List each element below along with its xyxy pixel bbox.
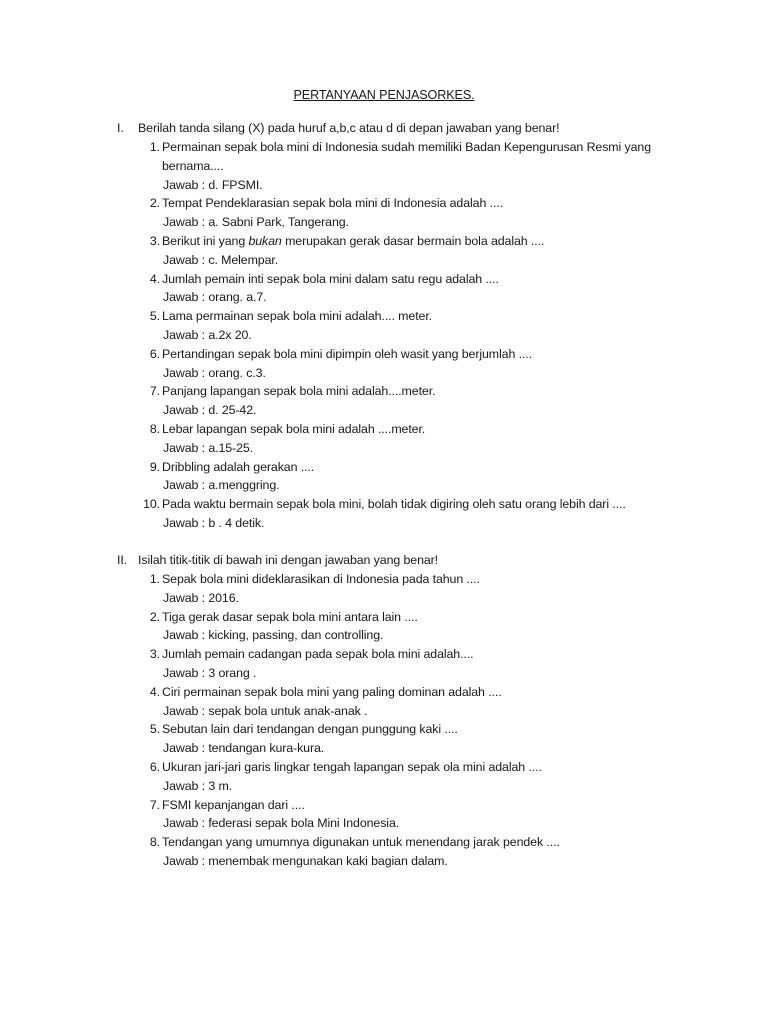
answer-text: Jawab : orang. a.7.: [163, 290, 267, 305]
question-text: [162, 232, 697, 251]
answer-text: Jawab : a.menggring.: [163, 478, 280, 493]
question-text: Pada waktu bermain sepak bola mini, bolah tidak digiring oleh satu orang lebih dari ....: [162, 497, 626, 512]
question-number: 3.: [149, 233, 160, 248]
question-item: [117, 138, 697, 194]
question-number: 2.: [149, 609, 160, 624]
question-number: 8.: [149, 835, 160, 850]
section-instruction: Isilah titik-titik di bawah ini dengan jawaban yang benar!: [138, 553, 439, 567]
question-number: 1.: [149, 572, 160, 586]
question-text: Ukuran jari-jari garis lingkar tengah lapangan sepak ola mini adalah ....: [162, 759, 542, 774]
question-number: 2.: [149, 196, 160, 211]
question-text: Ciri permainan sepak bola mini yang paling dominan adalah ....: [162, 684, 502, 699]
question-number: 4.: [149, 271, 160, 286]
question-number: 6.: [149, 346, 160, 361]
question-text: Sepak bola mini dideklarasikan di Indonesia pada tahun ....: [162, 572, 480, 586]
question-text-continued: bernama....: [162, 158, 224, 173]
question-item: [117, 270, 697, 308]
question-item: [117, 570, 697, 608]
question-text-end: merupakan gerak dasar bermain bola adalah ....: [281, 233, 545, 248]
question-number: 4.: [149, 684, 160, 699]
question-text: Panjang lapangan sepak bola mini adalah....meter.: [162, 384, 436, 399]
question-item: [117, 833, 697, 871]
question-text: Sebutan lain dari tendangan dengan punggung kaki ....: [162, 722, 458, 737]
answer-text: Jawab : a. Sabni Park, Tangerang.: [163, 215, 349, 230]
question-item: [117, 458, 697, 496]
answer-text: Jawab : 3 orang .: [163, 665, 257, 680]
question-item: [117, 608, 697, 646]
question-number: 5.: [149, 309, 160, 324]
question-item: [117, 382, 697, 420]
question-text-start: Berikut ini yang: [162, 233, 249, 248]
question-text-emphasis: bukan: [248, 233, 282, 248]
question-number: 1.: [149, 140, 160, 154]
answer-text: Jawab : d. 25-42.: [163, 403, 257, 418]
question-item: [117, 645, 697, 683]
question-item: [117, 720, 697, 758]
question-text: Jumlah pemain cadangan pada sepak bola mini adalah....: [162, 647, 474, 662]
question-number: 7.: [149, 797, 160, 812]
question-text: Jumlah pemain inti sepak bola mini dalam satu regu adalah ....: [162, 271, 499, 286]
answer-text: Jawab : d. FPSMI.: [163, 177, 263, 192]
question-item: [117, 194, 697, 232]
section-fill-in: [117, 551, 697, 871]
section-multiple-choice: [117, 119, 697, 533]
question-number: 8.: [149, 421, 160, 436]
question-item: [117, 307, 697, 345]
question-number: 3.: [149, 647, 160, 662]
question-number: 10.: [143, 497, 160, 512]
answer-text: Jawab : tendangan kura-kura.: [163, 741, 325, 756]
answer-text: Jawab : 2016.: [163, 590, 239, 605]
answer-text: Jawab : a.15-25.: [163, 440, 254, 455]
answer-text: Jawab : kicking, passing, dan controlling.: [163, 628, 384, 643]
page-title: PERTANYAAN PENJASORKES.: [293, 88, 475, 102]
question-text: FSMI kepanjangan dari ....: [162, 797, 305, 812]
answer-text: Jawab : c. Melempar.: [163, 252, 279, 267]
answer-text: Jawab : b . 4 detik.: [163, 515, 265, 530]
question-number: 9.: [149, 459, 160, 474]
question-number: 7.: [149, 384, 160, 399]
question-item: [117, 796, 697, 834]
section-instruction: Berilah tanda silang (X) pada huruf a,b,c atau d di depan jawaban yang benar!: [138, 121, 560, 135]
question-item: [117, 345, 697, 383]
answer-text: Jawab : a.2x 20.: [163, 327, 252, 342]
question-text: Dribbling adalah gerakan ....: [162, 459, 315, 474]
question-item: [117, 495, 697, 533]
question-item: [117, 420, 697, 458]
section-numeral: I.: [117, 121, 124, 135]
question-text: Pertandingan sepak bola mini dipimpin oleh wasit yang berjumlah ....: [162, 346, 532, 361]
question-text: Tempat Pendeklarasian sepak bola mini di Indonesia adalah ....: [162, 196, 503, 211]
section-heading: [117, 551, 697, 570]
answer-text: Jawab : menembak mengunakan kaki bagian dalam.: [163, 853, 448, 868]
answer-text: Jawab : 3 m.: [163, 778, 233, 793]
section-heading: [117, 119, 697, 138]
question-text: Tendangan yang umumnya digunakan untuk menendang jarak pendek ....: [162, 835, 560, 850]
question-item: [117, 683, 697, 721]
question-number: 6.: [149, 759, 160, 774]
answer-text: Jawab : sepak bola untuk anak-anak .: [163, 703, 368, 718]
question-text: Lebar lapangan sepak bola mini adalah ....meter.: [162, 421, 426, 436]
question-number: 5.: [149, 722, 160, 737]
question-text: Permainan sepak bola mini di Indonesia sudah memiliki Badan Kepengurusan Resmi yang: [162, 140, 651, 154]
question-text: Lama permainan sepak bola mini adalah.... meter.: [162, 309, 433, 324]
question-item: [117, 232, 697, 270]
answer-text: Jawab : federasi sepak bola Mini Indonesia.: [163, 816, 400, 831]
question-item: [117, 758, 697, 796]
answer-text: Jawab : orang. c.3.: [163, 365, 266, 380]
section-numeral: II.: [117, 553, 128, 567]
question-text: Tiga gerak dasar sepak bola mini antara lain ....: [162, 609, 418, 624]
